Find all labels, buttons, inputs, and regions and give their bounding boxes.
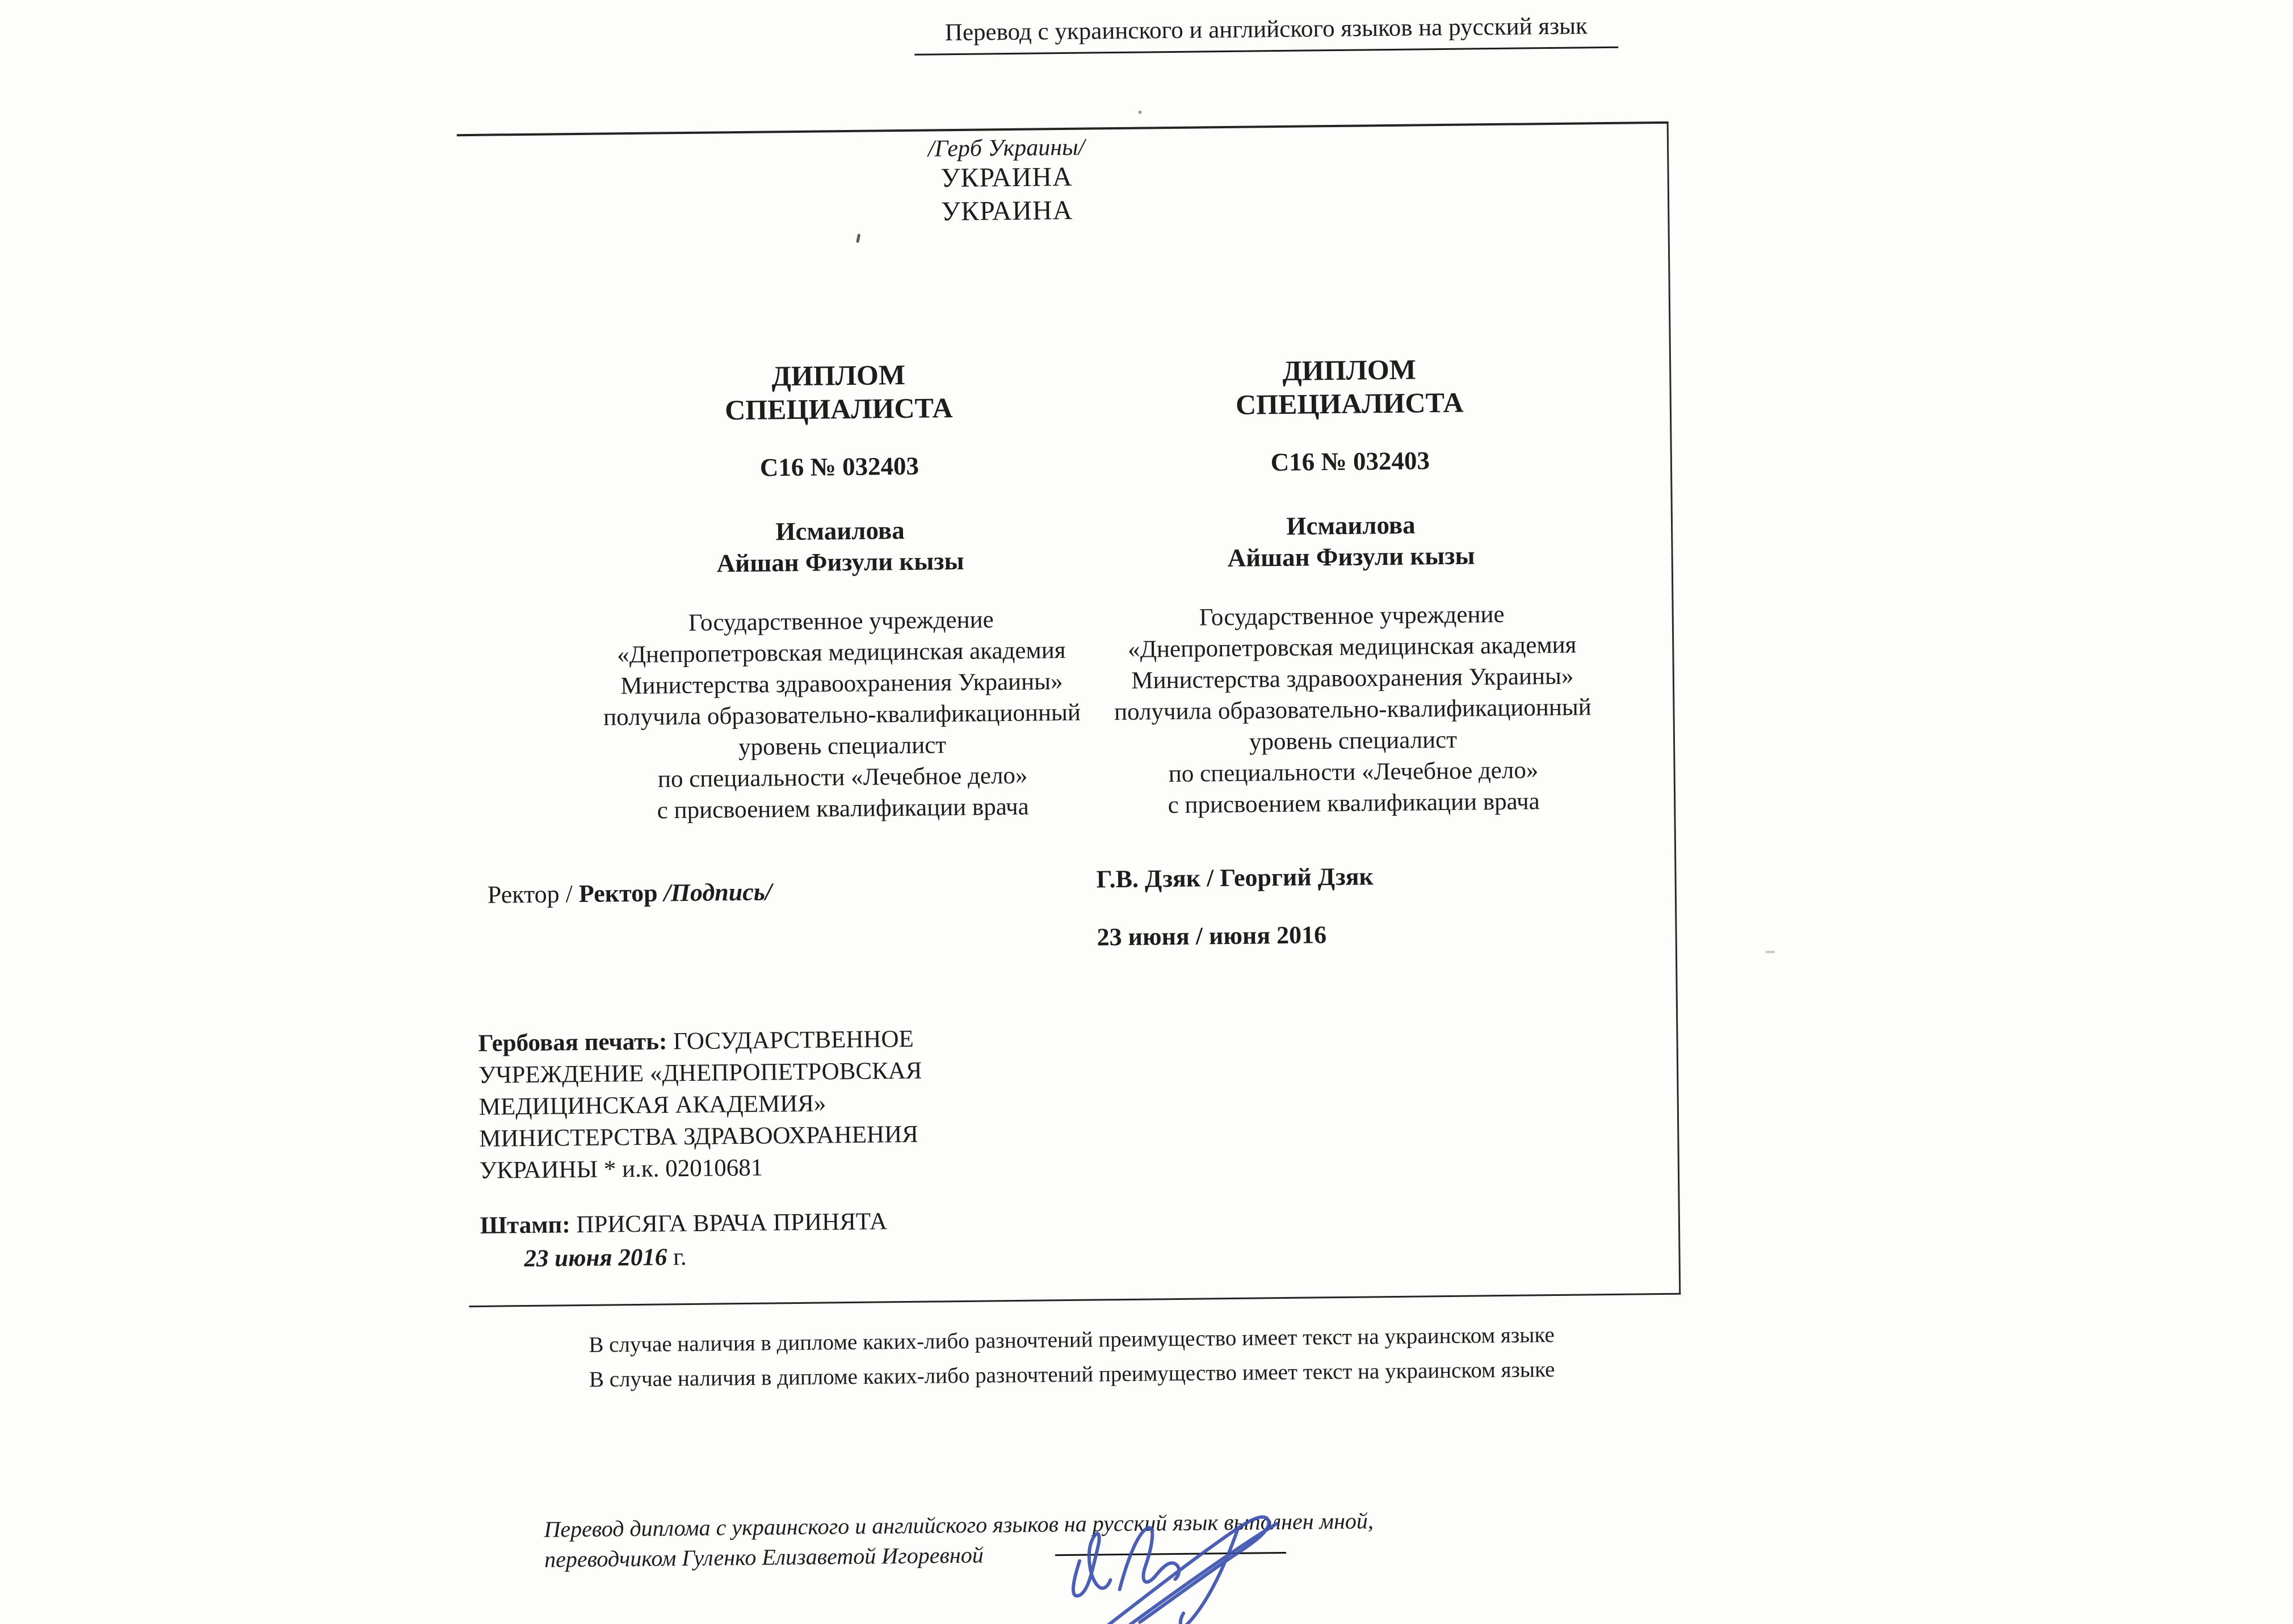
signature-placeholder-note: /Подпись/ <box>657 878 772 907</box>
translator-signature-icon <box>1046 1472 1332 1624</box>
stamp-label: Штамп: <box>480 1211 570 1239</box>
series-number: С16 № 032403 <box>759 451 919 482</box>
holder-name: Исмаилова Айшан Физули кызы <box>1227 510 1475 573</box>
translation-header: Перевод с украинского и английского языков на русский язык <box>914 11 1619 56</box>
stamp-date-value: 23 июня 2016 <box>524 1244 667 1273</box>
series-number: С16 № 032403 <box>1270 446 1430 477</box>
rector-signature-line <box>488 877 772 909</box>
scan-noise-mark <box>1138 111 1141 114</box>
coat-of-arms-note: /Герб Украины/ <box>927 134 1085 162</box>
signatory-name: Ректор <box>578 879 658 908</box>
doc-title: ДИПЛОМ СПЕЦИАЛИСТА <box>1235 353 1464 421</box>
seal-description <box>478 1021 1149 1187</box>
seal-text: ГОСУДАРСТВЕННОЕ УЧРЕЖДЕНИЕ «ДНЕПРОПЕТРОВСКАЯ МЕДИЦИНСКАЯ АКАДЕМИЯ» МИНИСТЕРСТВА ЗДРАВООХРАНЕНИЯ УКРАИНЫ * и.к. 02010681 <box>478 1025 922 1184</box>
diploma-body: Государственное учреждение «Днепропетровская медицинская академия Министерства здравоохранения Украины» получила образовательно-квалификационный уровень специалист по специальности «Лечебное дело» с присвоением квалификации врача <box>603 606 1081 824</box>
stamp-date-suffix: г. <box>667 1244 687 1271</box>
translator-note-line1: Перевод диплома с украинского и английского языков на русский язык выполнен мной, <box>544 1508 1374 1542</box>
doc-title: ДИПЛОМ СПЕЦИАЛИСТА <box>724 358 953 426</box>
holder-name: Исмаилова Айшан Физули кызы <box>716 515 964 578</box>
seal-label: Гербовая печать: <box>478 1028 667 1057</box>
translator-note-line2: переводчиком Гуленко Елизаветой Игоревной <box>544 1542 984 1572</box>
country-name-lines: УКРАИНА УКРАИНА <box>940 161 1073 227</box>
signatory-prefix: Ректор / <box>487 880 579 909</box>
issue-date-line: 23 июня / июня 2016 <box>1097 921 1327 951</box>
stamp-text: ПРИСЯГА ВРАЧА ПРИНЯТА <box>570 1208 888 1239</box>
stamp-date <box>524 1243 687 1273</box>
language-precedence-disclaimer: В случае наличия в дипломе каких-либо разночтений преимущество имеет текст на украинском языке В случае наличия в дипломе каких-либо разночтений преимущество имеет текст на украинском языке <box>589 1323 1555 1392</box>
scan-noise-mark <box>1766 951 1775 953</box>
rector-name-line: Г.В. Дзяк / Георгий Дзяк <box>1096 862 1374 893</box>
diploma-body: Государственное учреждение «Днепропетровская медицинская академия Министерства здравоохранения Украины» получила образовательно-квалификационный уровень специалист по специальности «Лечебное дело» с присвоением квалификации врача <box>1114 601 1592 819</box>
stamp-description <box>480 1207 888 1240</box>
